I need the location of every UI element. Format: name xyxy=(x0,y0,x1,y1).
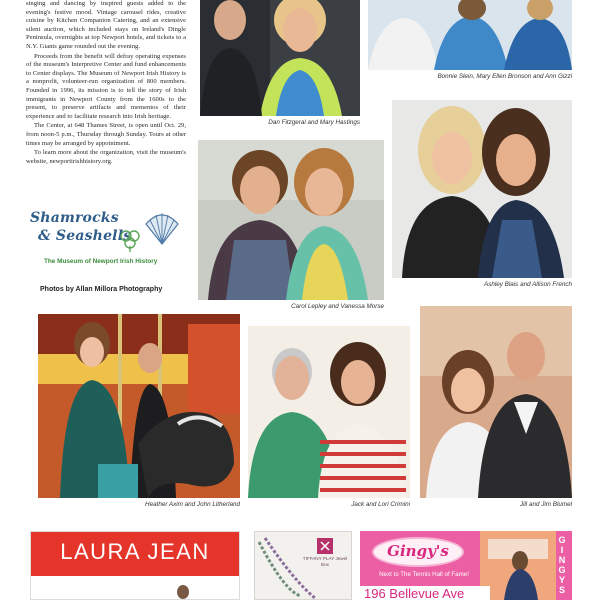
caption-photo-2: Bonnie Slein, Mary Ellen Bronson and Ann Gizzi xyxy=(437,73,572,80)
photo-dan-mary xyxy=(200,0,360,116)
article-paragraph-4: To learn more about the organization, visit the museum's website, newportirishhistory.org. xyxy=(26,149,186,165)
shamrock-icon xyxy=(118,228,142,252)
article-text xyxy=(26,0,186,167)
shamrocks-seashells-logo xyxy=(26,206,186,270)
photo-jack-lori xyxy=(248,326,410,498)
seashell-icon xyxy=(144,210,180,246)
logo-subtitle: The Museum of Newport Irish History xyxy=(44,258,158,265)
storefront-photo xyxy=(480,531,556,600)
article-paragraph-2: Proceeds from the benefit will defray operating expenses of the museum's Interpretive Center and fund enhancements to Center displays. The Museum of Newport Irish History is a nonprofit, volunteer-run organization of 800 members. Founded in 1996, its mission is to tell the story of Irish immigrants in Newport County from the 1600s to the present, to preserve artifacts and mementos of their experience and to facilitate research into Irish heritage. xyxy=(26,52,186,120)
laura-jean-name: LAURA JEAN xyxy=(60,539,210,564)
caption-photo-7: Jill and Jim Blumel xyxy=(519,501,572,508)
caption-photo-1: Dan Fitzgeral and Mary Hastings xyxy=(268,119,360,126)
caption-photo-6: Jack and Lori Crimini xyxy=(351,501,410,508)
photo-heather-john xyxy=(38,314,240,498)
tiffany-play-ad[interactable] xyxy=(254,531,352,600)
gingys-ad[interactable] xyxy=(360,531,572,600)
article-paragraph-3: The Center, at 648 Thames Street, is open until Oct. 29, from noon-5 p.m., Thursday through Sunday. Tours at other times may be arranged by appointment. xyxy=(26,122,186,147)
caption-photo-5: Heather Axim and John Litherland xyxy=(145,501,240,508)
photo-bonnie-maryellen-ann xyxy=(368,0,572,70)
gingys-address: 196 Bellevue Ave xyxy=(360,586,490,600)
laura-jean-ad[interactable] xyxy=(30,531,240,600)
gingys-tagline: Next to The Tennis Hall of Fame! xyxy=(379,571,469,578)
model-photo xyxy=(171,584,195,600)
gingys-name: Gingy's xyxy=(387,542,449,560)
photo-ashley-allison xyxy=(392,100,572,278)
tiffany-play-name: TIFFANY PLAY Jewel Box xyxy=(302,556,348,567)
caption-photo-3: Carol Lepley and Vanessa Morse xyxy=(291,303,384,310)
gingys-vertical-label: G I N G Y S xyxy=(558,535,566,595)
caption-photo-4: Ashley Blais and Allison French xyxy=(484,281,572,288)
photo-jill-jim xyxy=(420,306,572,498)
logo-line-2: & Seashells xyxy=(38,228,132,244)
logo-line-1: Shamrocks xyxy=(30,210,119,226)
article-paragraph-1: singing and dancing by inspired guests added to the evening's festive mood. Vintage carousel rides, creative cuisine by Kitchen Companion Catering, and an extensive silent auction, which included stays on Ireland's Dingle Peninsula, overnights at top Newport hotels, and tickets to a N.Y. Giants game rounded out the evening. xyxy=(26,0,186,50)
photo-credit: Photos by Allan Millora Photography xyxy=(40,286,163,293)
photo-carol-vanessa xyxy=(198,140,384,300)
